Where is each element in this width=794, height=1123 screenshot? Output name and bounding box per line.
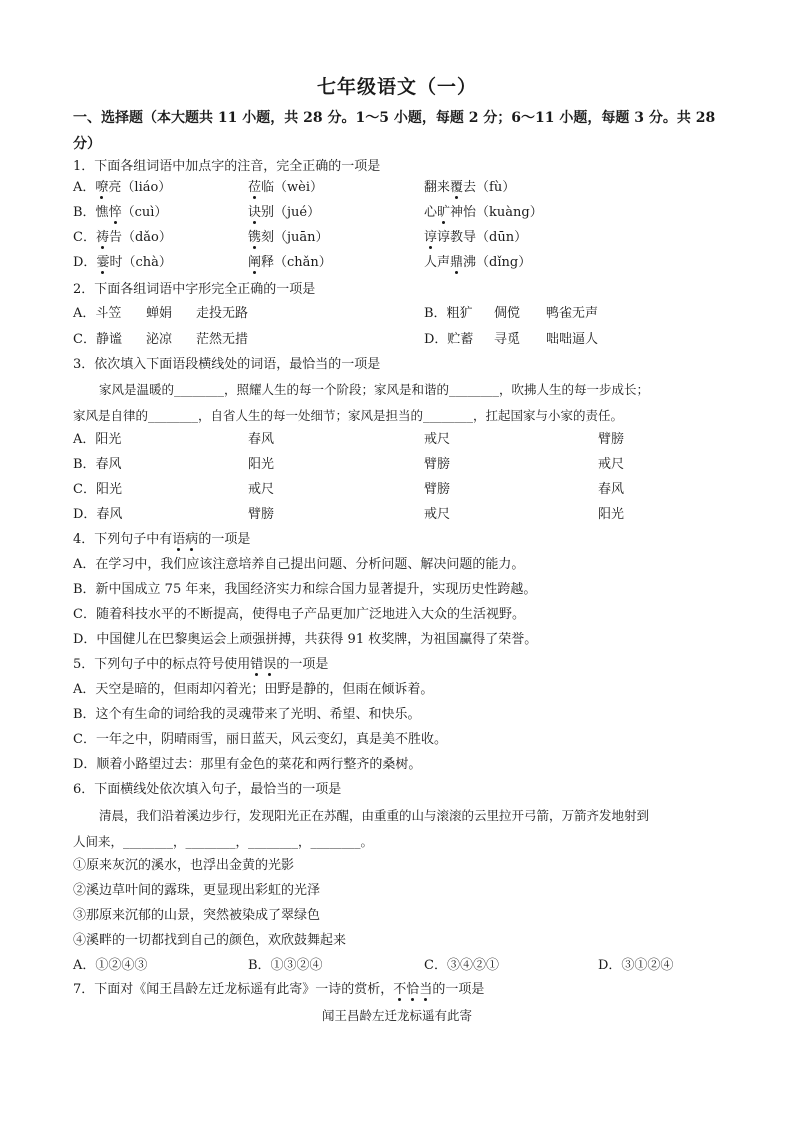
- q4-option-a: A．在学习中，我们应该注意培养自己提出问题、分析问题、解决问题的能力。: [73, 557, 525, 572]
- q3-passage-line-2: 家风是自律的________，自省人生的每一处细节；家风是担当的________，扛起国家与小家的责任。: [73, 408, 624, 423]
- q2-word: 蝉娟: [146, 306, 173, 321]
- q3-passage-line-1: 家风是温暖的________，照耀人生的每一个阶段；家风是和谐的________，吹拂人生的每一步成长；: [99, 382, 650, 397]
- q4-option-d: D．中国健儿在巴黎奥运会上顽强拼搏，共获得 91 枚奖牌，为祖国赢得了荣誉。: [73, 632, 538, 647]
- question-7-stem: 7．下面对《闻王昌龄左迁龙标遥有此寄》一诗的赏析，不恰当的一项是: [73, 982, 485, 997]
- q4-option-c: C．随着科技水平的不断提高，使得电子产品更加广泛地进入大众的生活视野。: [73, 607, 525, 622]
- q3-option: 臂膀: [424, 457, 451, 472]
- q3-option: 臂膀: [248, 507, 275, 522]
- q6-choice-b: B．①③②④: [248, 958, 323, 973]
- q1-option-b-3: 心旷神怡（kuàng）: [424, 205, 543, 220]
- q2-word: D．贮蓄: [424, 332, 474, 347]
- q1-option-c-3: 谆谆教导（dūn）: [424, 230, 528, 245]
- q6-passage-line-1: 清晨，我们沿着溪边步行，发现阳光正在苏醒，由重重的山与滚滚的云里拉开弓箭，万箭齐发地射到: [99, 808, 650, 823]
- q3-option: 阳光: [598, 507, 625, 522]
- q1-option-a-1: A．嘹亮（liáo）: [73, 180, 172, 195]
- question-5-stem: 5．下列句子中的标点符号使用错误的一项是: [73, 657, 329, 672]
- q3-option: C．阳光: [73, 482, 122, 497]
- q4-option-b: B．新中国成立 75 年来，我国经济实力和综合国力显著提升，实现历史性跨越。: [73, 582, 537, 597]
- q3-option: 春风: [598, 482, 625, 497]
- q3-option: A．阳光: [73, 432, 122, 447]
- q3-option: 阳光: [248, 457, 275, 472]
- q6-choice-a: A．①②④③: [73, 958, 148, 973]
- q1-option-b-1: B．憔悴（cuì）: [73, 205, 168, 220]
- q3-option: 戒尺: [424, 507, 451, 522]
- q2-word: 咄咄逼人: [546, 332, 599, 347]
- q5-option-c: C．一年之中，阴晴雨雪，丽日蓝天，风云变幻，真是美不胜收。: [73, 732, 447, 747]
- q3-option: 臂膀: [598, 432, 625, 447]
- q6-passage-line-2: 人间来，________，________，________，________。: [73, 834, 374, 849]
- q3-option: B．春风: [73, 457, 122, 472]
- q3-option: D．春风: [73, 507, 123, 522]
- q2-word: 倜傥: [494, 306, 521, 321]
- q6-item: ③那原来沉郁的山景，突然被染成了翠绿色: [73, 908, 321, 923]
- q5-option-a: A．天空是暗的，但雨却闪着光；田野是静的，但雨在倾诉着。: [73, 682, 434, 697]
- section-heading: 一、选择题（本大题共 11 小题，共 28 分。1～5 小题，每题 2 分；6～11 小题，每题 3 分。共 28 分）: [73, 110, 716, 152]
- q3-option: 春风: [248, 432, 275, 447]
- q3-option: 戒尺: [598, 457, 625, 472]
- q6-item: ④溪畔的一切都找到自己的颜色，欢欣鼓舞起来: [73, 933, 347, 948]
- q2-word: 泌凉: [146, 332, 173, 347]
- q1-option-a-2: 莅临（wèi）: [248, 180, 323, 195]
- q2-word: 走投无路: [196, 306, 249, 321]
- q1-option-d-2: 阐释（chǎn）: [248, 255, 332, 270]
- q3-option: 戒尺: [424, 432, 451, 447]
- q6-item: ②溪边草叶间的露珠，更显现出彩虹的光泽: [73, 883, 321, 898]
- q6-item: ①原来灰沉的溪水，也浮出金黄的光影: [73, 858, 295, 873]
- question-1-stem: 1．下面各组词语中加点字的注音，完全正确的一项是: [73, 159, 381, 174]
- poem-title: 闻王昌龄左迁龙标遥有此寄: [321, 1008, 472, 1023]
- q1-option-c-2: 镌刻（juān）: [248, 230, 329, 245]
- question-4-stem: 4．下列句子中有语病的一项是: [73, 532, 251, 547]
- q2-word: C．静谧: [73, 332, 122, 347]
- q6-choice-d: D．③①②④: [598, 958, 674, 973]
- q5-option-d: D．顺着小路望过去：那里有金色的菜花和两行整齐的桑树。: [73, 757, 422, 772]
- q1-option-c-1: C．祷告（dǎo）: [73, 230, 172, 245]
- q5-option-b: B．这个有生命的词给我的灵魂带来了光明、希望、和快乐。: [73, 707, 421, 722]
- question-3-stem: 3．依次填入下面语段横线处的词语，最恰当的一项是: [73, 357, 381, 372]
- q2-word: A．斗笠: [73, 306, 122, 321]
- q1-option-a-3: 翻来覆去（fù）: [424, 180, 516, 195]
- question-2-stem: 2．下面各组词语中字形完全正确的一项是: [73, 282, 316, 297]
- q2-word: 鸭雀无声: [546, 306, 599, 321]
- q1-option-b-2: 诀别（jué）: [248, 205, 321, 220]
- q3-option: 臂膀: [424, 482, 451, 497]
- q2-word: 茫然无措: [196, 332, 249, 347]
- q6-choice-c: C．③④②①: [424, 958, 499, 973]
- question-6-stem: 6．下面横线处依次填入句子，最恰当的一项是: [73, 782, 342, 797]
- q3-option: 戒尺: [248, 482, 275, 497]
- page-title: 七年级语文（一）: [316, 76, 477, 98]
- q1-option-d-3: 人声鼎沸（dǐng）: [424, 255, 532, 270]
- q2-word: 寻觅: [494, 332, 521, 347]
- q2-word: B．粗犷: [424, 306, 473, 321]
- q1-option-d-1: D．霎时（chà）: [73, 255, 172, 270]
